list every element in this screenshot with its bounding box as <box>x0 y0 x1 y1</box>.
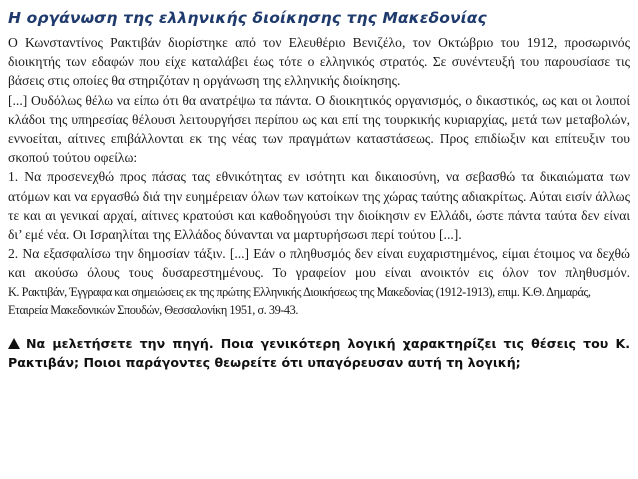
document-title: Η οργάνωση της ελληνικής διοίκησης της Μακεδονίας <box>8 9 487 27</box>
triangle-icon <box>8 338 20 349</box>
source-citation: Κ. Ρακτιβάν, Έγγραφα και σημειώσεις εκ της πρώτης Ελληνικής Διοικήσεως της Μακεδονίας (1912-1913), επιμ. Κ.Θ. Δημαράς, Εταιρεία Μακεδονικών Σπουδών, Θεσσαλονίκη 1951, σ. 39-43. <box>8 284 591 317</box>
study-question <box>8 334 630 373</box>
intro-paragraph: Ο Κωνσταντίνος Ρακτιβάν διορίστηκε από τον Ελευθέριο Βενιζέλο, τον Οκτώβριο του 1912, προσωρινός διοικητής των εδαφών που είχε καταλάβει έως τότε ο ελληνικός στρατός. Σε συνέντευξή του παρουσίασε τις βάσεις στις οποίες θα στηριζόταν η οργάνωση της ελληνικής διοίκησης. <box>8 35 630 89</box>
quote-paragraph-3: 2. Να εξασφαλίσω την δημοσίαν τάξιν. [...] Εάν ο πληθυσμός δεν είναι ευχαριστημένος, είμαι έτοιμος να δεχθώ και ακούσω όλους τους δυσαρεστημένους. Το γραφείον μου είναι ανοικτόν εις όλον τον πληθυσμόν. <box>8 246 630 281</box>
quote-paragraph-1: [...] Ουδόλως θέλω να είπω ότι θα ανατρέψω τα πάντα. Ο διοικητικός οργανισμός, ο δικαστικός, ως και οι λοιποί κλάδοι της υπηρεσίας θέλουσι λειτουργήσει περίπου ως και επί της τουρκικής κυριαρχίας, μετά των μεταβολών, εννοείται, αίτινες επιβάλλονται εκ της νέας των πραγμάτων καταστάσεως. Προς επιδίωξιν και επίτευξιν του σκοπού τούτου οφείλω: <box>8 92 630 166</box>
study-question-text: Να μελετήσετε την πηγή. Ποια γενικότερη λογική χαρακτηρίζει τις θέσεις του Κ. Ρακτιβάν; Ποιοι παράγοντες θεωρείτε ότι υπαγόρευσαν αυτή τη λογική; <box>8 335 630 371</box>
quote-paragraph-2: 1. Να προσενεχθώ προς πάσας τας εθνικότητας εν ισότητι και δικαιοσύνη, να σεβασθώ τα δικαιώματα των ατόμων και να εργασθώ διά την ευημέρειαν όλων των κατοίκων της χώρας ταύτης αδιακρίτως. Αύται εισίν άλλως τε και αι γενικαί αρχαί, αίτινες κρατούσι και καθοδηγούσι την διοίκησιν εν Ελλάδι, ώστε πάντα ταύτα δεν είναι δι’ εμέ νέα. Οι Ισραηλίται της Ελλάδος δύνανται να μαρτυρήσωσι περί τούτου [...]. <box>8 169 630 243</box>
